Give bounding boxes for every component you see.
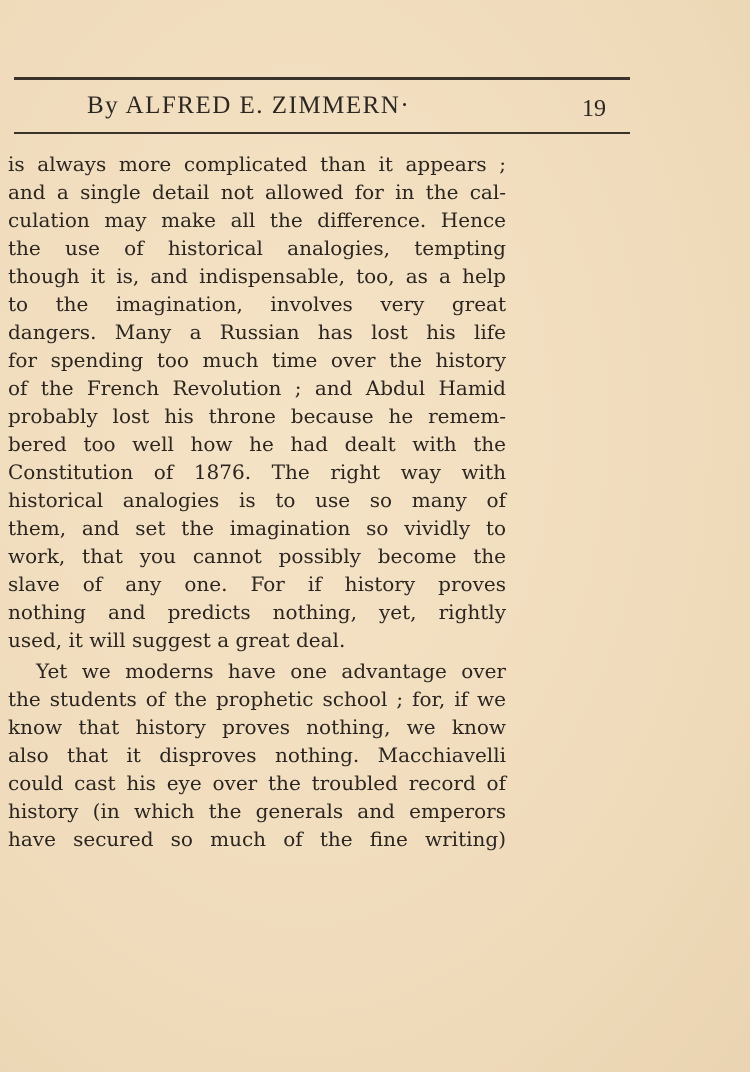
paragraph-2 [8,657,506,853]
text-line: Yet we moderns have one advantage over [36,659,506,683]
text-line: probably lost his throne because he remem- [8,404,506,428]
text-line: bered too well how he had dealt with the [8,432,506,456]
body-text [8,150,506,853]
page-header [14,92,630,124]
page-number: 19 [582,96,606,122]
text-line: for spending too much time over the history [8,348,506,372]
text-line: of the French Revolution ; and Abdul Hamid [8,376,506,400]
text-line: history (in which the generals and emperors [8,799,506,823]
text-line: know that history proves nothing, we know [8,715,506,739]
text-line: the students of the prophetic school ; for, if we [8,687,506,711]
text-line: have secured so much of the fine writing) [8,827,506,851]
text-line: work, that you cannot possibly become the [8,544,506,568]
text-line: them, and set the imagination so vividly to [8,516,506,540]
paragraph-1 [8,150,506,654]
header-rule-top [14,77,630,80]
header-rule-bottom [14,132,630,134]
text-line: also that it disproves nothing. Macchiavelli [8,743,506,767]
text-line: used, it will suggest a great deal. [8,628,346,652]
text-line: Constitution of 1876. The right way with [8,460,506,484]
text-line: could cast his eye over the troubled record of [8,771,506,795]
text-line: and a single detail not allowed for in the cal- [8,180,506,204]
text-line: culation may make all the difference. Hence [8,208,506,232]
text-line: the use of historical analogies, tempting [8,236,506,260]
running-head: By ALFRED E. ZIMMERN· [87,92,411,119]
text-line: nothing and predicts nothing, yet, rightly [8,600,506,624]
text-line: is always more complicated than it appears ; [8,152,506,176]
text-line: dangers. Many a Russian has lost his life [8,320,506,344]
text-line: to the imagination, involves very great [8,292,506,316]
text-line: historical analogies is to use so many of [8,488,506,512]
text-line: slave of any one. For if history proves [8,572,506,596]
text-line: though it is, and indispensable, too, as a help [8,264,506,288]
